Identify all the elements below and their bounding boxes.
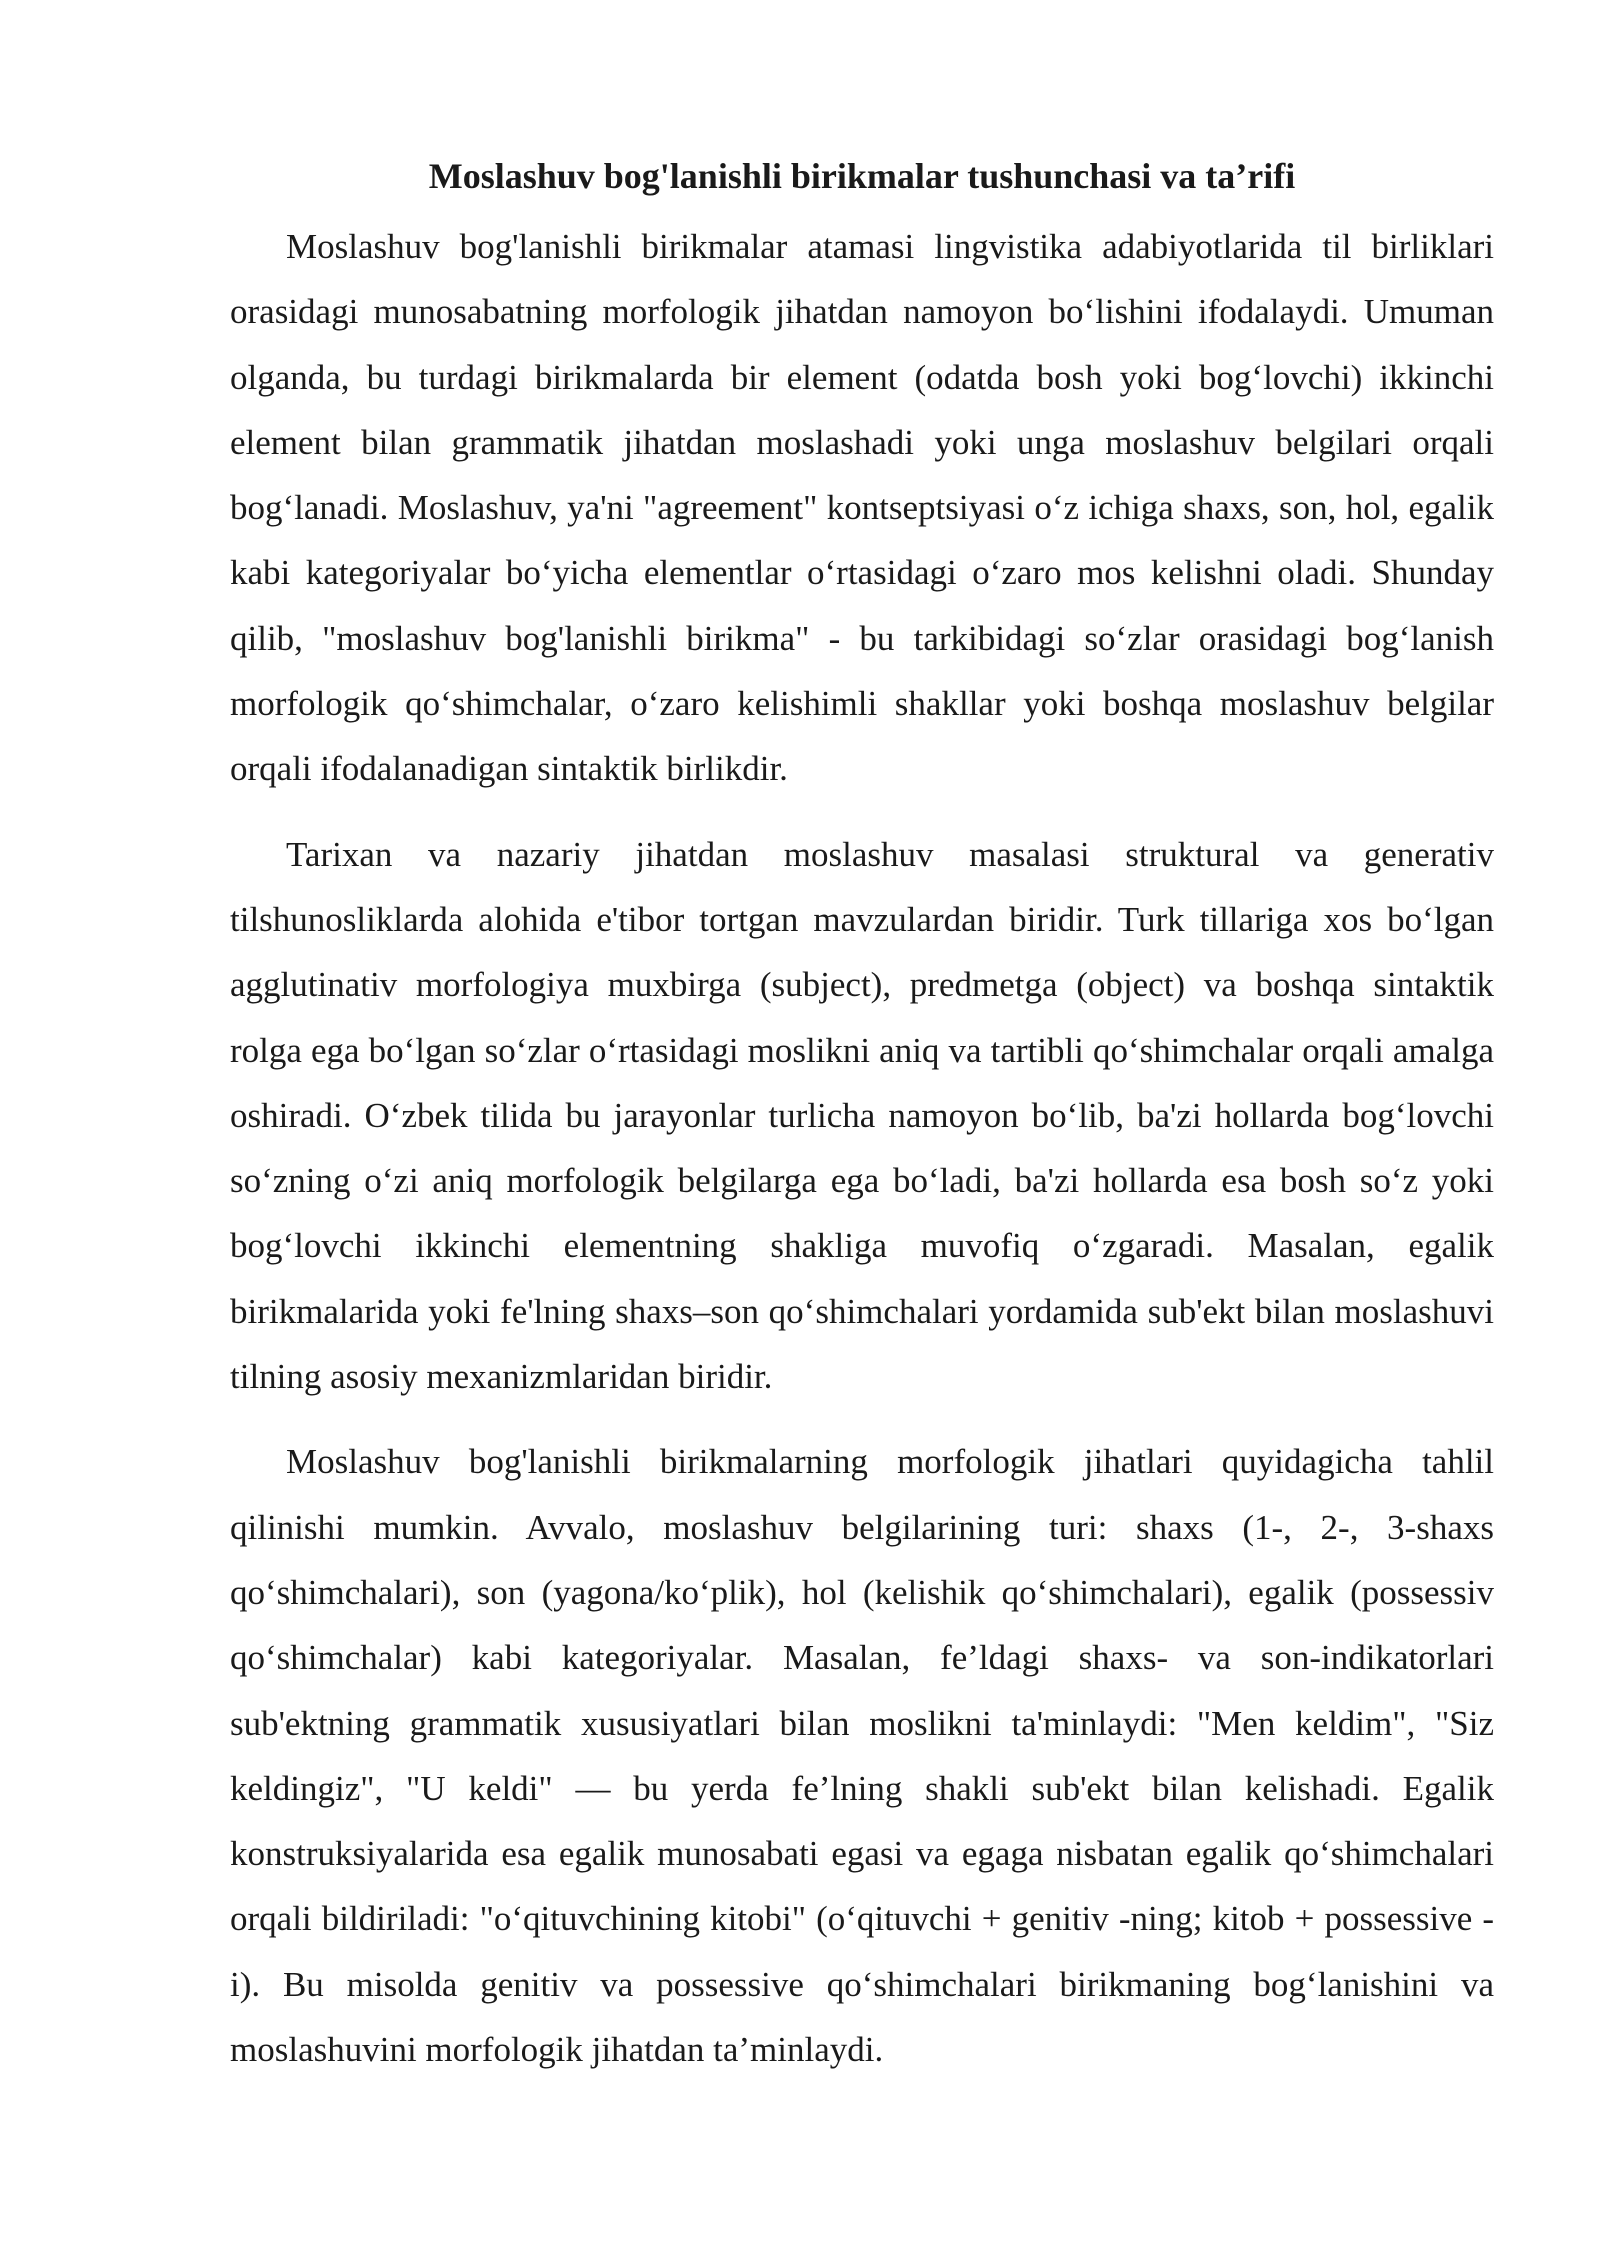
document-page: [230, 140, 1494, 2102]
paragraph-1: Moslashuv bog'lanishli birikmalar atamasi lingvistika adabiyotlarida til birliklari orasidagi munosabatning morfologik jihatdan namoyon boʻlishini ifodalaydi. Umuman olganda, bu turdagi birikmalarda bir element (odatda bosh yoki bogʻlovchi) ikkinchi element bilan grammatik jihatdan moslashadi yoki unga moslashuv belgilari orqali bogʻlanadi. Moslashuv, ya'ni "agreement" kontseptsiyasi oʻz ichiga shaxs, son, hol, egalik kabi kategoriyalar boʻyicha elementlar oʻrtasidagi oʻzaro mos kelishni oladi. Shunday qilib, "moslashuv bog'lanishli birikma" - bu tarkibidagi soʻzlar orasidagi bogʻlanish morfologik qoʻshimchalar, oʻzaro kelishimli shakllar yoki boshqa moslashuv belgilar orqali ifodalanadigan sintaktik birlikdir.: [230, 227, 1494, 789]
paragraph-3: Moslashuv bog'lanishli birikmalarning morfologik jihatlari quyidagicha tahlil qilinishi mumkin. Avvalo, moslashuv belgilarining turi: shaxs (1-, 2-, 3-shaxs qoʻshimchalari), son (yagona/koʻplik), hol (kelishik qoʻshimchalari), egalik (possessiv qoʻshimchalar) kabi kategoriyalar. Masalan, fe’ldagi shaxs- va son-indikatorlari sub'ektning grammatik xususiyatlari bilan moslikni ta'minlaydi: "Men keldim", "Siz keldingiz", "U keldi" — bu yerda fe’lning shakli sub'ekt bilan kelishadi. Egalik konstruksiyalarida esa egalik munosabati egasi va egaga nisbatan egalik qoʻshimchalari orqali bildiriladi: "oʻqituvchining kitobi" (oʻqituvchi + genitiv -ning; kitob + possessive -i). Bu misolda genitiv va possessive qoʻshimchalari birikmaning bogʻlanishini va moslashuvini morfologik jihatdan ta’minlaydi.: [230, 1442, 1494, 2070]
paragraph-2: Tarixan va nazariy jihatdan moslashuv masalasi struktural va generativ tilshunosliklarda alohida e'tibor tortgan mavzulardan biridir. Turk tillariga xos boʻlgan agglutinativ morfologiya muxbirga (subject), predmetga (object) va boshqa sintaktik rolga ega boʻlgan soʻzlar oʻrtasidagi moslikni aniq va tartibli qoʻshimchalar orqali amalga oshiradi. Oʻzbek tilida bu jarayonlar turlicha namoyon boʻlib, ba'zi hollarda bogʻlovchi soʻzning oʻzi aniq morfologik belgilarga ega boʻladi, ba'zi hollarda esa bosh soʻz yoki bogʻlovchi ikkinchi elementning shakliga muvofiq oʻzgaradi. Masalan, egalik birikmalarida yoki fe'lning shaxs–son qoʻshimchalari yordamida sub'ekt bilan moslashuvi tilning asosiy mexanizmlaridan biridir.: [230, 834, 1494, 1397]
document-title: Moslashuv bog'lanishli birikmalar tushunchasi va ta’rifi: [428, 156, 1296, 196]
